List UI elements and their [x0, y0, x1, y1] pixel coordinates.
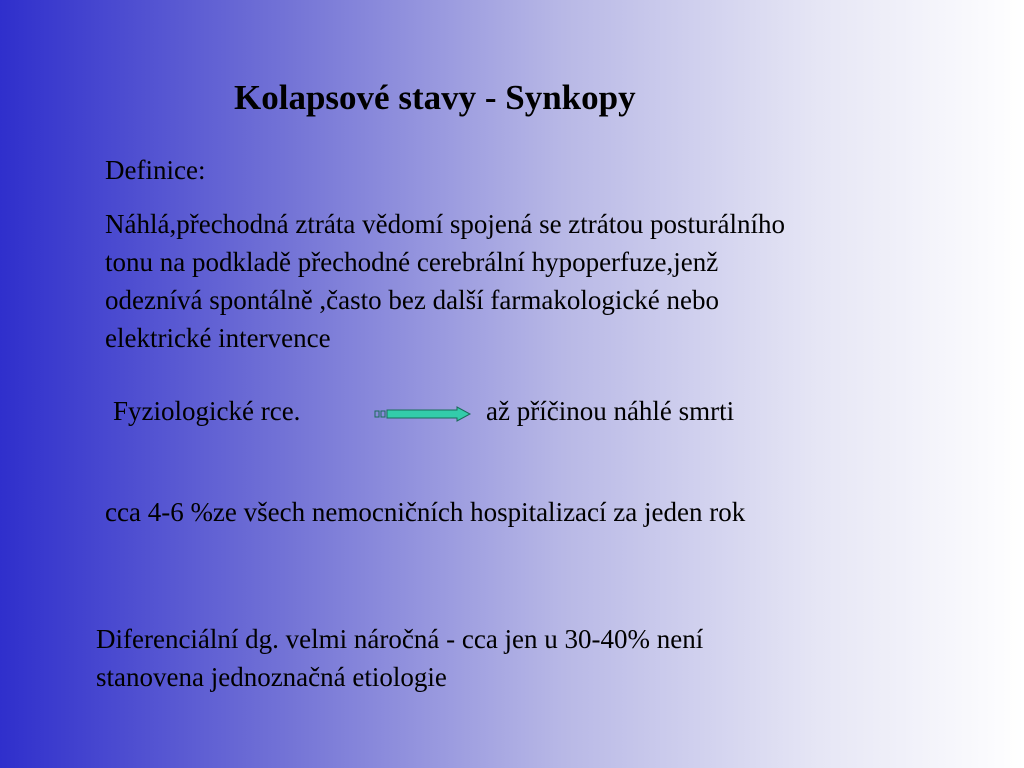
definition-label: Definice: [105, 155, 206, 185]
differential-diagnosis-text [96, 620, 703, 696]
definition-line: tonu na podkladě přechodné cerebrální hypoperfuze,jenž [105, 247, 719, 277]
hospitalization-statistic: cca 4-6 %ze všech nemocničních hospitalizací za jeden rok [105, 497, 746, 527]
definition-line: elektrické intervence [105, 323, 331, 353]
definition-line: Náhlá,přechodná ztráta vědomí spojená se ztrátou posturálního [105, 209, 786, 239]
right-arrow-icon [373, 404, 473, 424]
differential-line: Diferenciální dg. velmi náročná - cca jen u 30-40% není [96, 624, 704, 654]
differential-line: stanovena jednoznačná etiologie [96, 662, 447, 692]
slide-title: Kolapsové stavy - Synkopy [234, 78, 636, 117]
range-to-text: až příčinou náhlé smrti [486, 396, 735, 426]
range-from-text: Fyziologické rce. [113, 396, 301, 426]
definition-line: odeznívá spontálně ,často bez další farmakologické nebo [105, 285, 720, 315]
definition-text [105, 205, 985, 357]
